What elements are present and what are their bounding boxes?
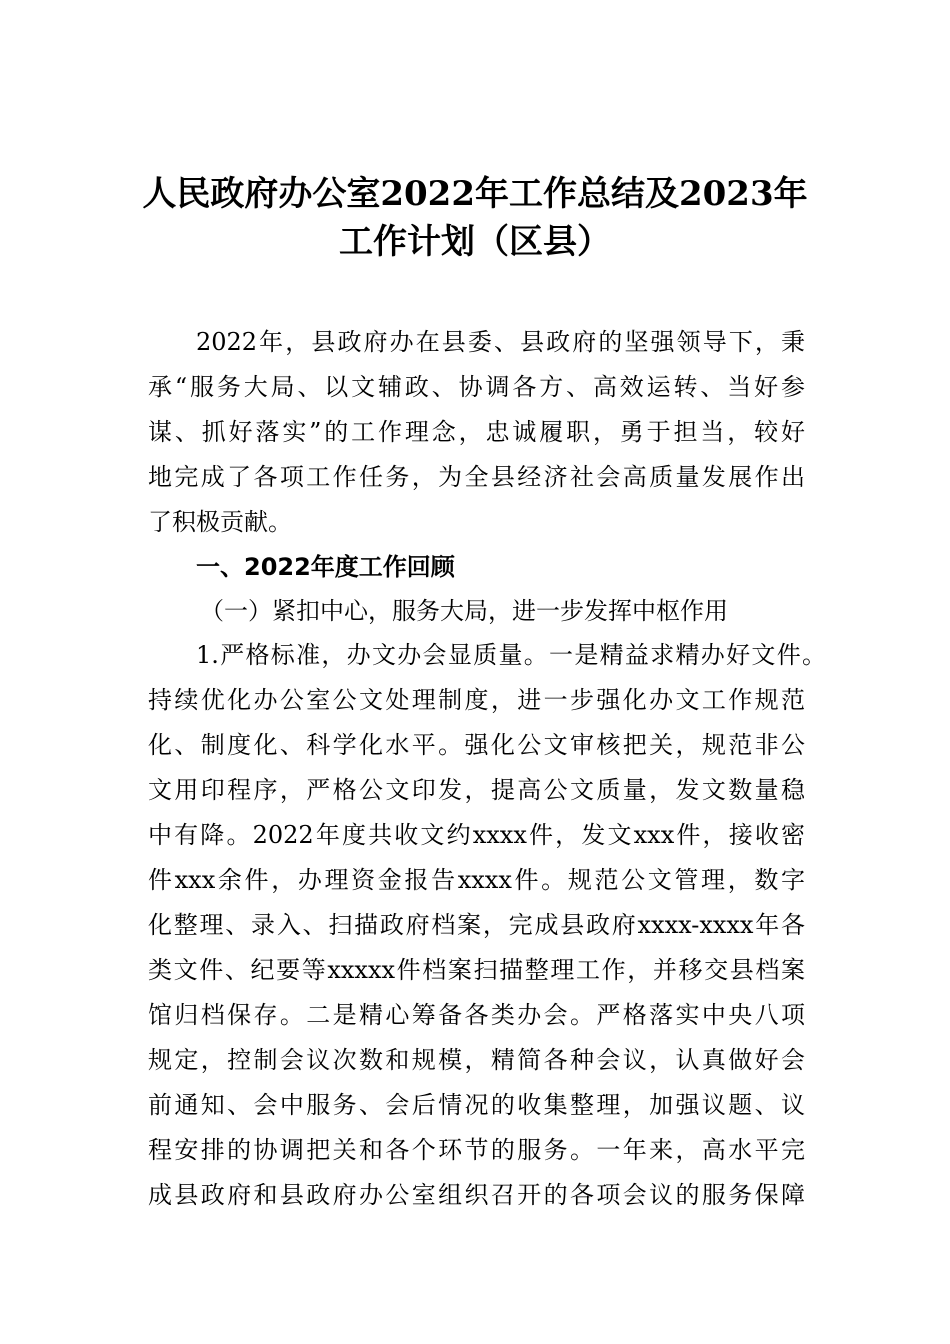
document-title-line-2: 工作计划（区县） xyxy=(339,222,611,262)
text-line: 成县政府和县政府办公室组织召开的各项会议的服务保障 xyxy=(148,1181,805,1209)
text-line: 件xxx余件，办理资金报告xxxx件。规范公文管理，数字 xyxy=(148,866,805,894)
text-line: 前通知、会中服务、会后情况的收集整理，加强议题、议 xyxy=(148,1091,805,1119)
section-heading-2: （一）紧扣中心，服务大局，进一步发挥中枢作用 xyxy=(200,597,728,625)
text-line: 地完成了各项工作任务，为全县经济社会高质量发展作出 xyxy=(148,463,805,491)
text-line: 规定，控制会议次数和规模，精简各种会议，认真做好会 xyxy=(148,1046,805,1074)
text-line: 了积极贡献。 xyxy=(148,508,292,536)
text-line: 2022年，县政府办在县委、县政府的坚强领导下，秉 xyxy=(196,328,805,356)
text-line: 类文件、纪要等xxxxx件档案扫描整理工作，并移交县档案 xyxy=(148,956,805,984)
text-line: 馆归档保存。二是精心筹备各类办会。严格落实中央八项 xyxy=(148,1001,805,1029)
text-line: 谋、抓好落实”的工作理念，忠诚履职，勇于担当，较好 xyxy=(148,418,805,446)
text-line: 承“服务大局、以文辅政、协调各方、高效运转、当好参 xyxy=(148,373,805,401)
text-line: 中有降。2022年度共收文约xxxx件，发文xxx件，接收密 xyxy=(148,821,805,849)
section-heading-1: 一、2022年度工作回顾 xyxy=(196,553,455,581)
text-line: 程安排的协调把关和各个环节的服务。一年来，高水平完 xyxy=(148,1136,805,1164)
text-line: 1.严格标准，办文办会显质量。一是精益求精办好文件。 xyxy=(196,641,826,669)
text-line: 化、制度化、科学化水平。强化公文审核把关，规范非公 xyxy=(148,731,805,759)
document-title-line-1: 人民政府办公室2022年工作总结及2023年 xyxy=(142,174,808,214)
text-line: 化整理、录入、扫描政府档案，完成县政府xxxx-xxxx年各 xyxy=(148,911,805,939)
text-line: 持续优化办公室公文处理制度，进一步强化办文工作规范 xyxy=(148,686,805,714)
text-line: 文用印程序，严格公文印发，提高公文质量，发文数量稳 xyxy=(148,776,805,804)
